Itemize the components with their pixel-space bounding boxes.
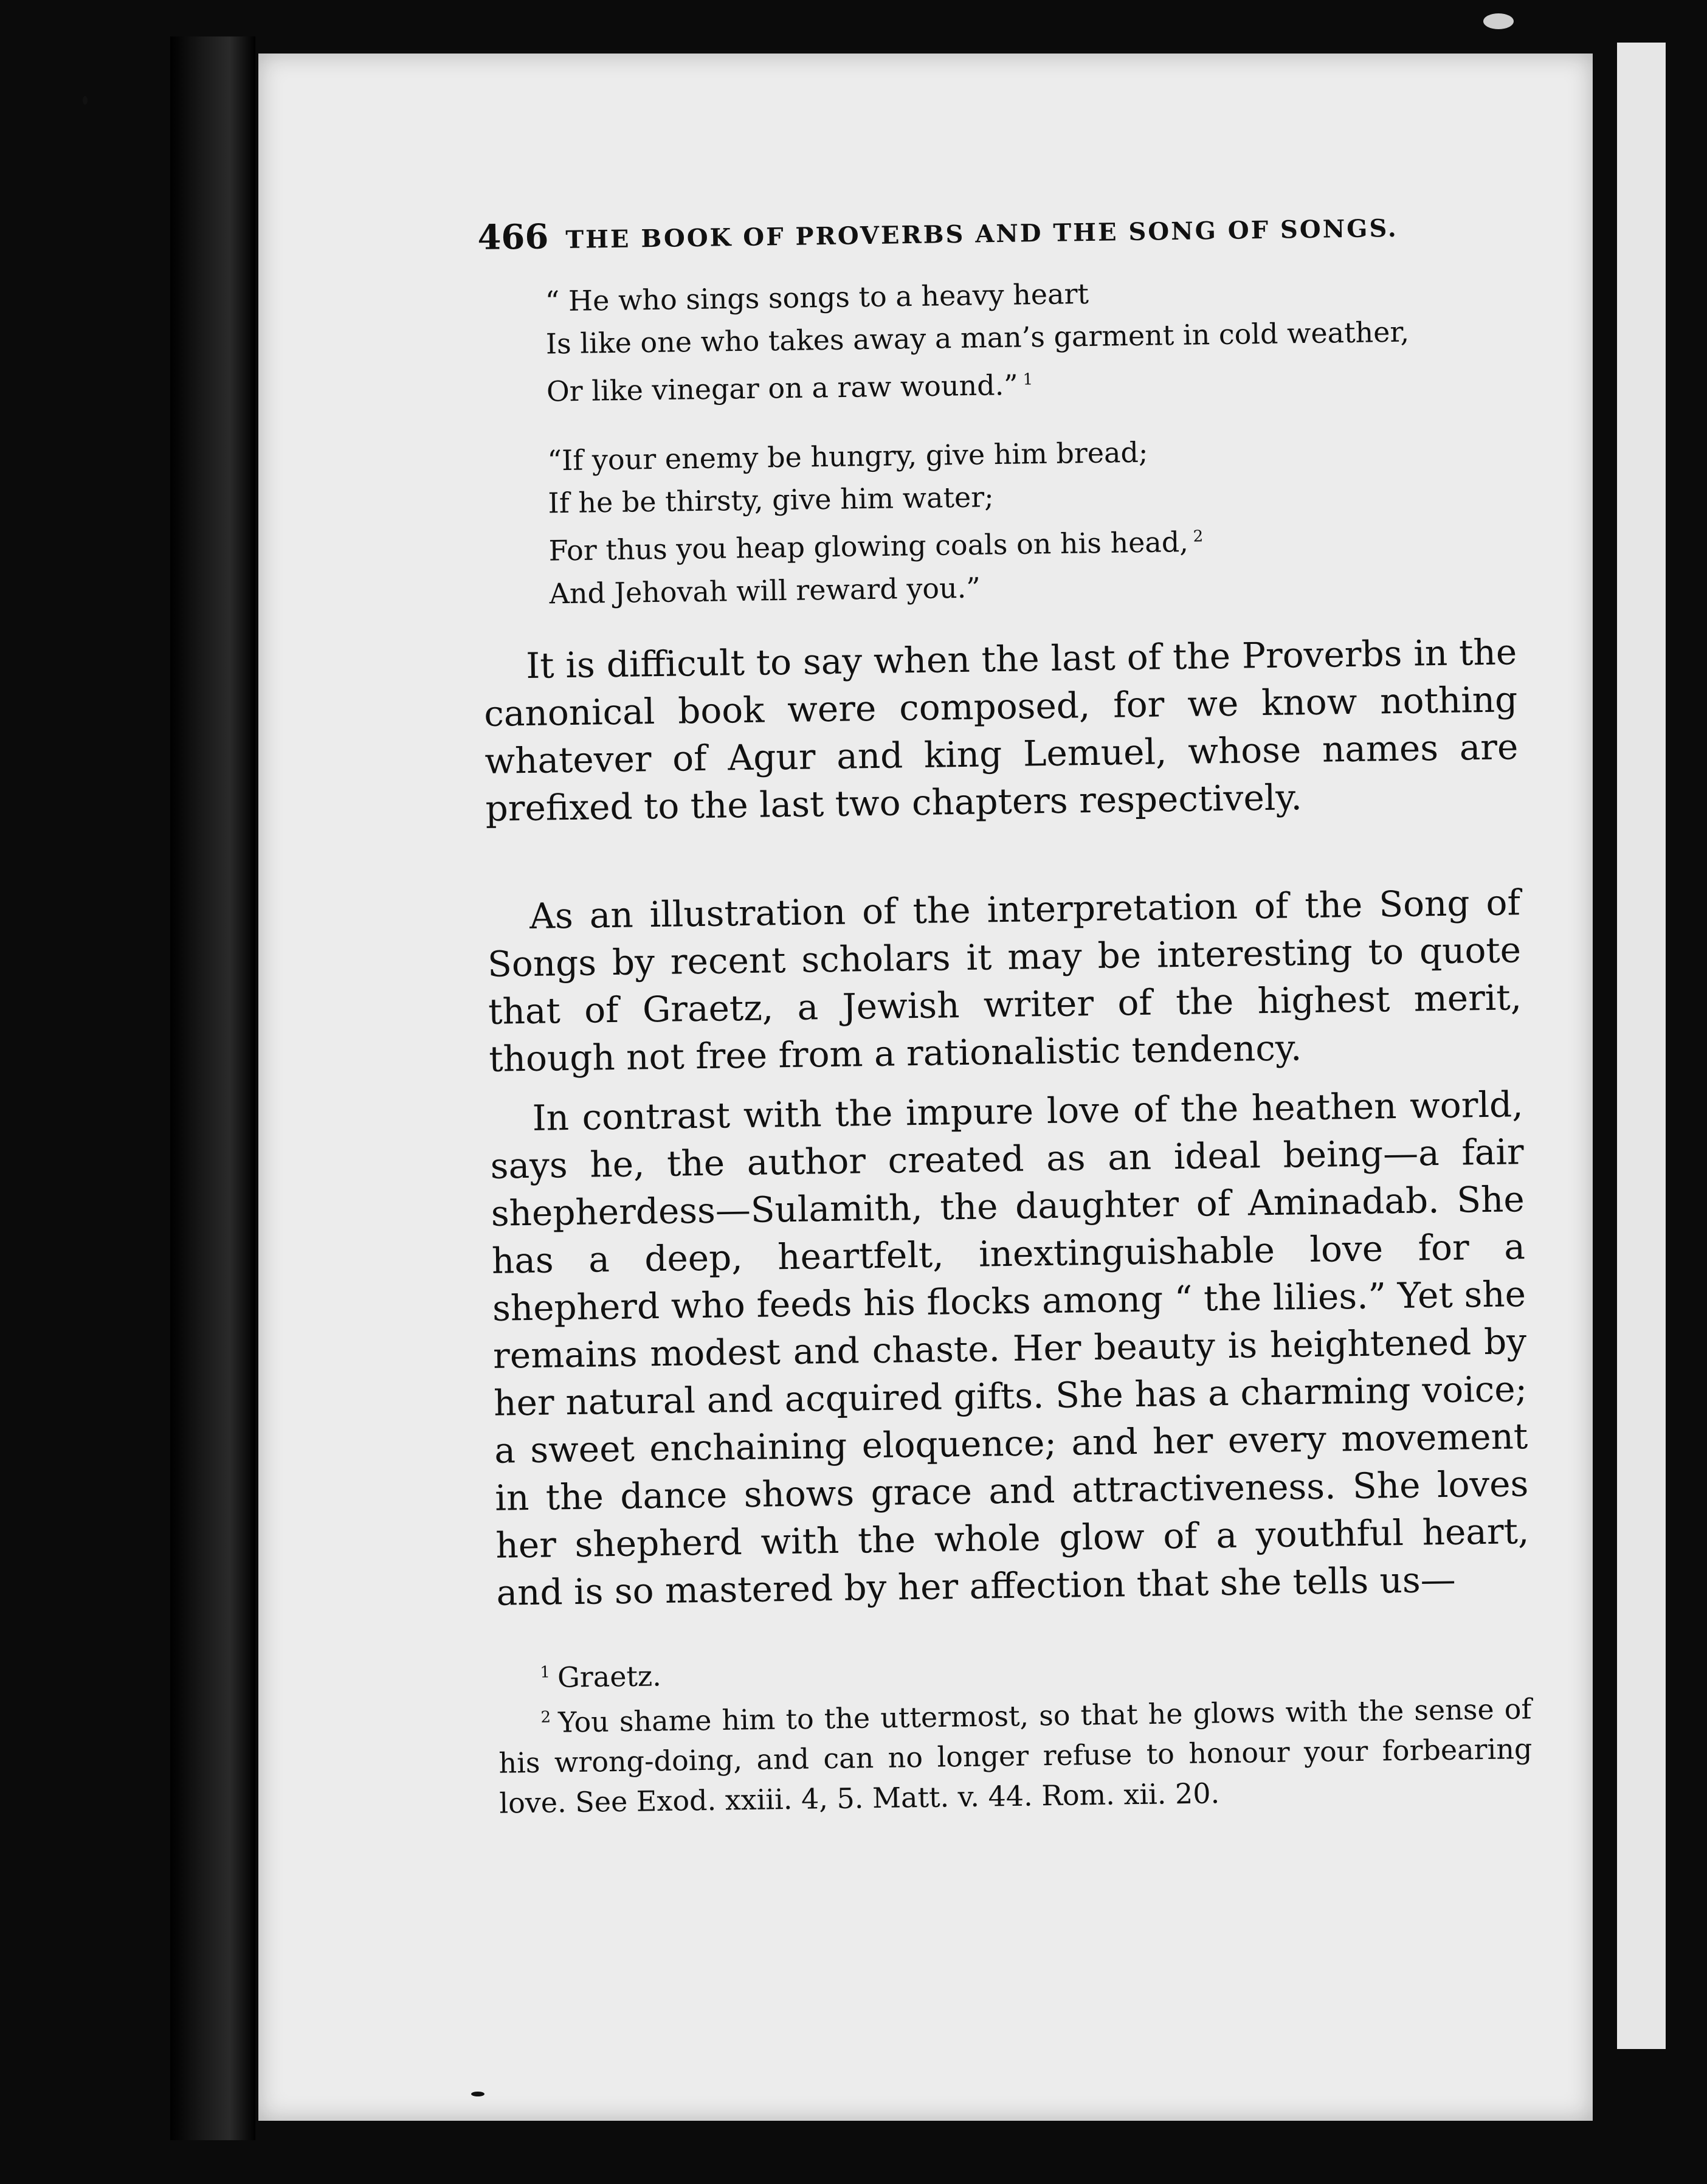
page-header <box>477 203 1511 258</box>
verse-text: “ He who sings songs to a heavy heart <box>545 277 1089 318</box>
verse-block <box>547 426 1516 615</box>
footnote-text: You shame him to the uttermost, so that he glows with the sense of his wrong-doing, and can no longer refuse to honour your forbearing love. See Exod. xxiii. 4, 5. Matt. v. 44. Rom. xii. 20. <box>498 1692 1533 1820</box>
footnote-marker: 1 <box>540 1663 551 1682</box>
body-paragraph: As an illustration of the interpretation of the Song of Songs by recent scholars it may be interesting to quote that of Graetz, a Jewish writer of the highest merit, though not free from a rationalistic tendency. <box>487 881 1522 1080</box>
footnote-text: Graetz. <box>557 1659 662 1694</box>
body-paragraph: In contrast with the impure love of the heathen world, says he, the author created as an ideal being—a fair shepherdess—Sulamith, the daughter of Aminadab. She has a deep, heartfelt, inextinguishable love for a shepherd who feeds his flocks among “ the lilies.” Yet she remains modest and chaste. Her beauty is heightened by her natural and acquired gifts. She has a charming voice; a sweet enchaining eloquence; and her every movement in the dance shows grace and attractiveness. She loves her shepherd with the whole glow of a youthful heart, and is so mastered by her affection that she tells us— <box>490 1083 1529 1614</box>
verse-text: If he be thirsty, give him water; <box>548 480 995 520</box>
footnote-reference: 2 <box>1193 527 1204 546</box>
footnotes <box>497 1639 1533 1823</box>
verse-text: “If your enemy be hungry, give him bread; <box>547 435 1148 477</box>
verse-text: For thus you heap glowing coals on his head, <box>548 525 1189 568</box>
verse-text: Is like one who takes away a man’s garment in cold weather, <box>545 315 1410 361</box>
running-title: THE BOOK OF PROVERBS AND THE SONG OF SONGS. <box>565 213 1399 254</box>
verse-text: And Jehovah will reward you.” <box>549 571 981 610</box>
page-content <box>477 203 1533 1823</box>
body-paragraph: It is difficult to say when the last of the Proverbs in the canonical book were composed, for we know nothing whatever of Agur and king Lemuel, whose names are prefixed to the last two chapters respectively. <box>483 631 1519 829</box>
book-binding-shadow <box>170 36 255 2140</box>
facing-page-edge <box>1617 43 1666 2049</box>
footnote-reference: 1 <box>1022 370 1033 389</box>
book-page <box>258 54 1593 2121</box>
verse-block <box>545 266 1513 413</box>
scan-speck <box>83 96 88 105</box>
footnote <box>498 1684 1533 1823</box>
verse-text: Or like vinegar on a raw wound.” <box>546 368 1019 408</box>
footnote-marker: 2 <box>540 1708 551 1727</box>
scan-speck <box>1483 13 1514 29</box>
scan-speck <box>471 2092 485 2096</box>
page-number: 466 <box>477 216 549 258</box>
